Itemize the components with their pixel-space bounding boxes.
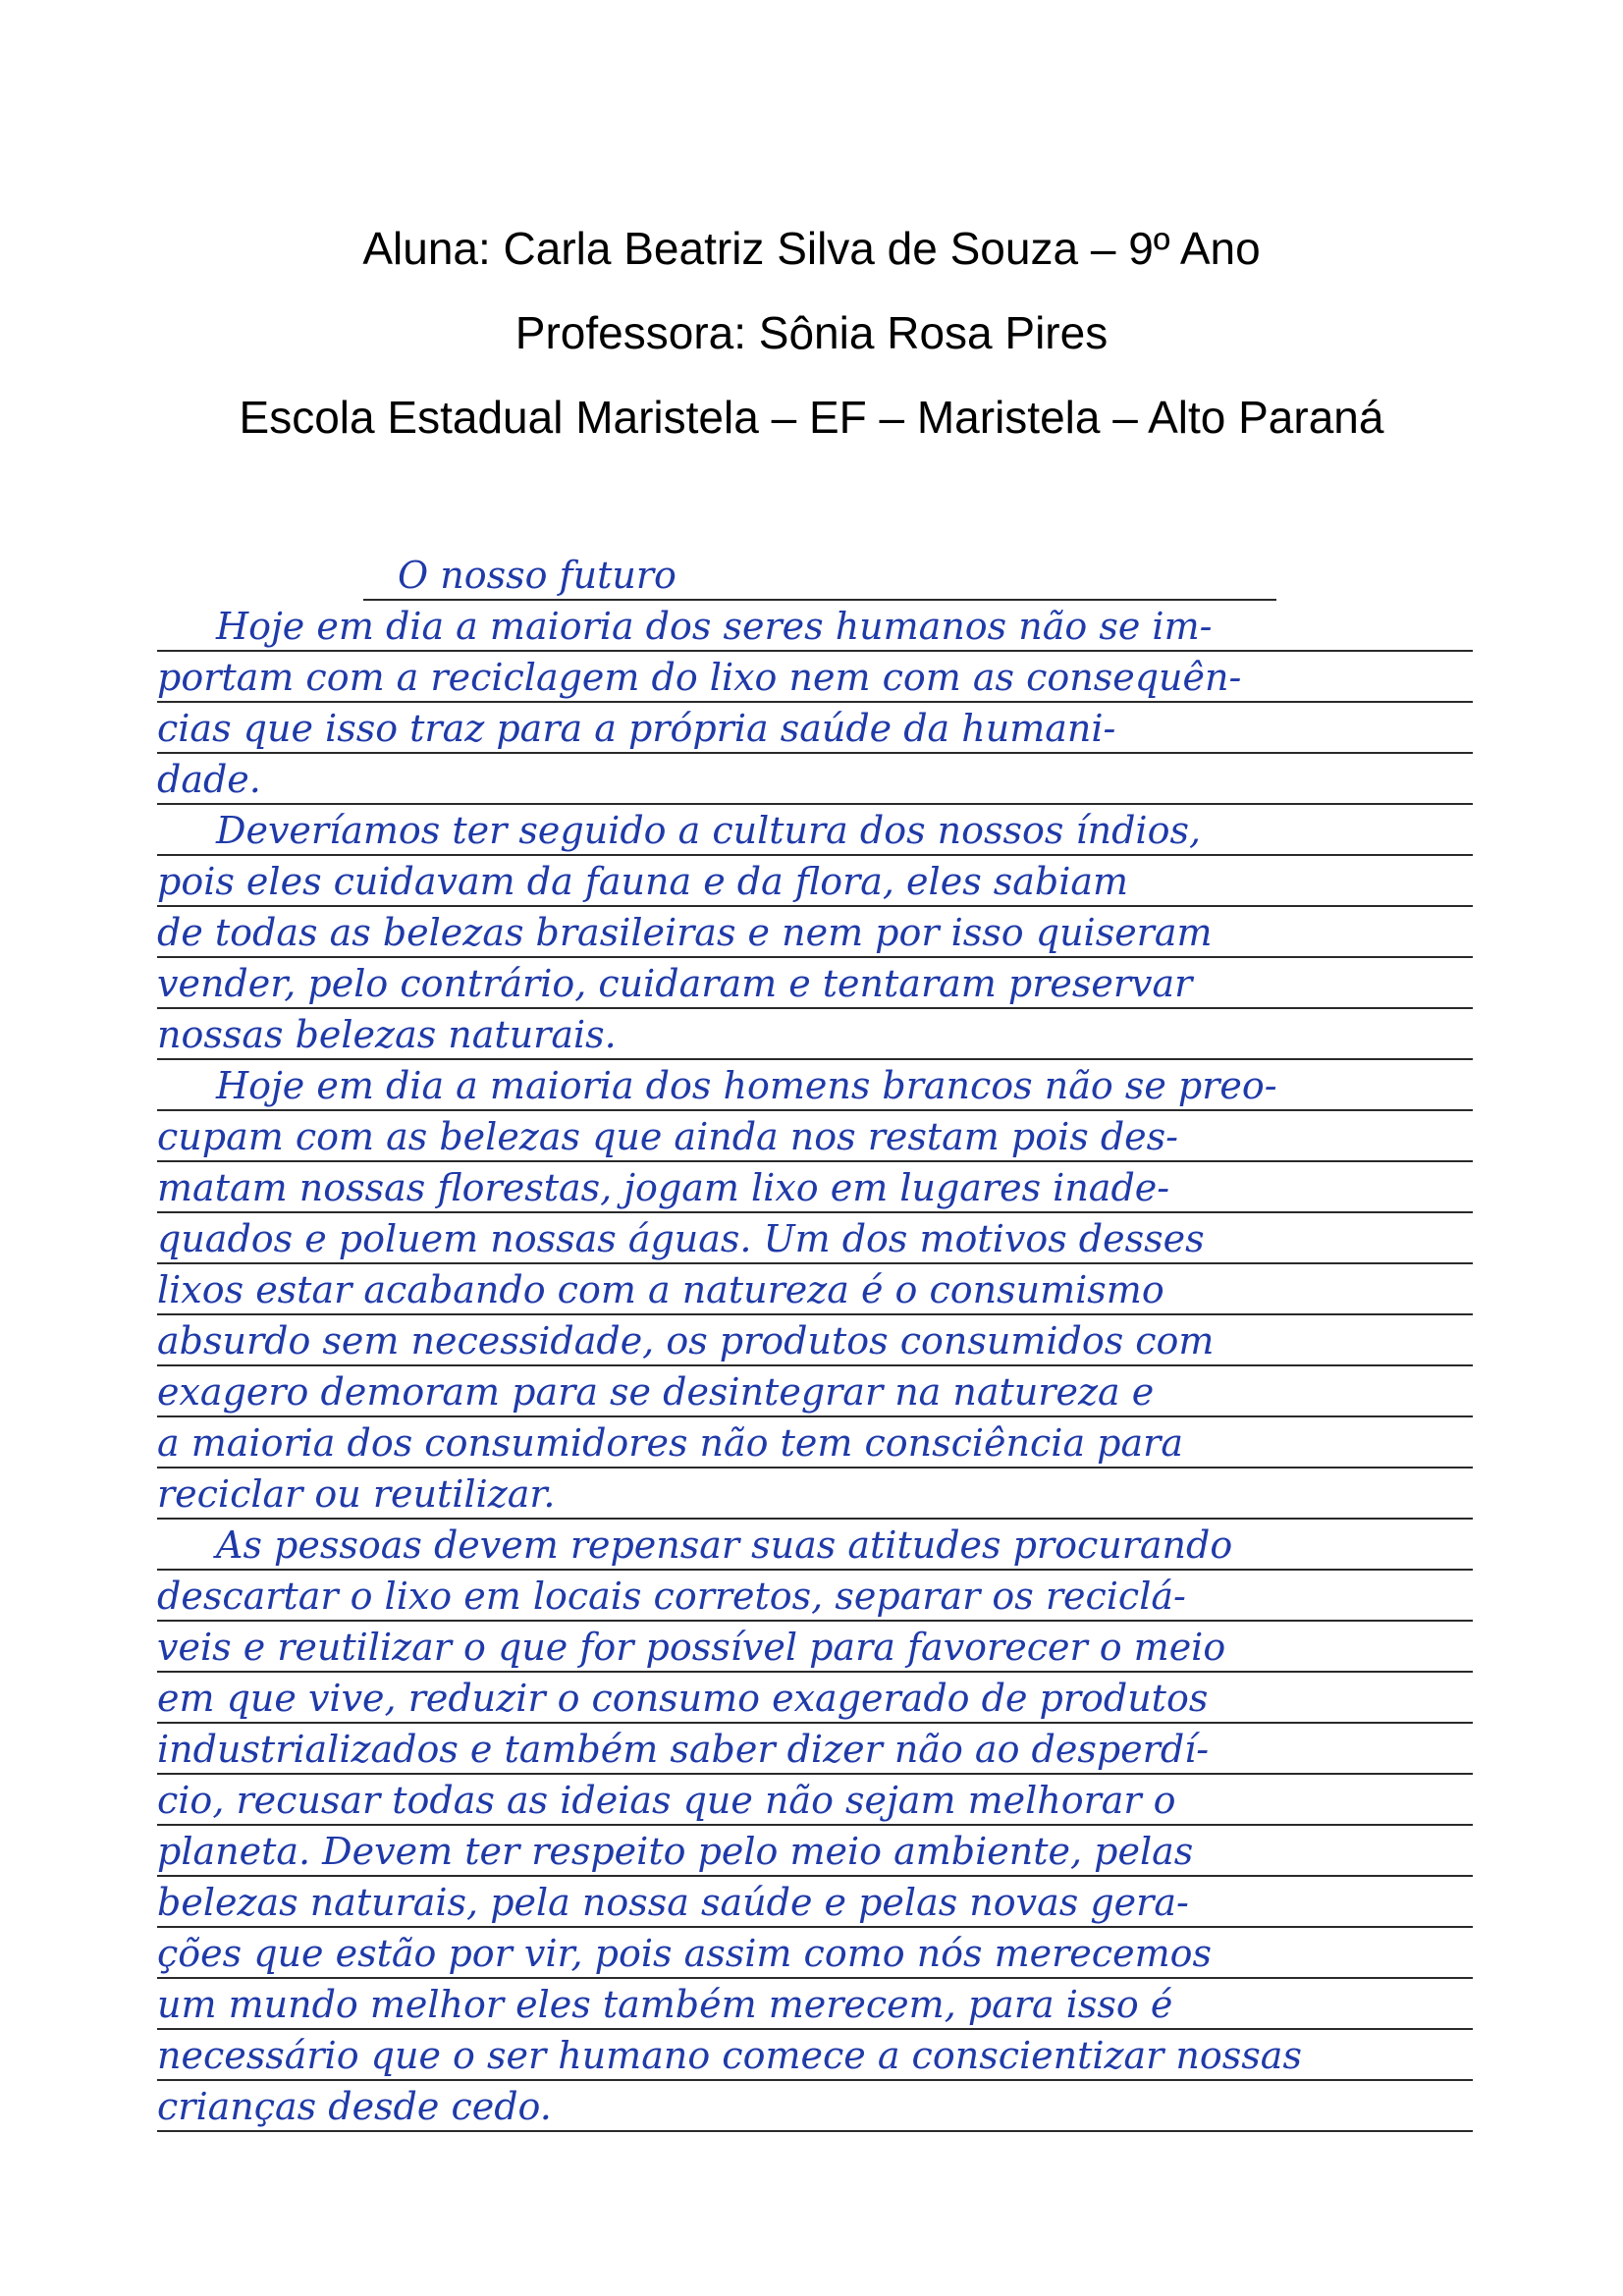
essay-line-text: Hoje em dia a maioria dos homens brancos não se preo- — [216, 1064, 1277, 1107]
essay-line-text: dade. — [157, 758, 261, 801]
essay-line-text: crianças desde cedo. — [157, 2085, 552, 2128]
essay-line-text: vender, pelo contrário, cuidaram e tentaram preservar — [157, 962, 1193, 1005]
essay-line — [157, 1264, 1473, 1315]
essay-line-text: industrializados e também saber dizer não ao desperdí- — [157, 1728, 1210, 1771]
essay-line — [157, 1213, 1473, 1264]
essay-line — [157, 1060, 1473, 1111]
document-header — [0, 206, 1623, 459]
essay-title-row — [157, 550, 1473, 601]
essay-line — [157, 1162, 1473, 1213]
essay-line-text: planeta. Devem ter respeito pelo meio ambiente, pelas — [157, 1830, 1194, 1873]
essay-line-text: de todas as belezas brasileiras e nem por isso quiseram — [157, 911, 1213, 954]
essay-line — [157, 1622, 1473, 1673]
essay-line-text: necessário que o ser humano comece a conscientizar nossas — [157, 2034, 1302, 2077]
essay-line-text: belezas naturais, pela nossa saúde e pelas novas gera- — [157, 1881, 1189, 1924]
essay-line-text: cias que isso traz para a própria saúde da humani- — [157, 707, 1116, 750]
essay-line-text: ções que estão por vir, pois assim como nós merecemos — [157, 1932, 1212, 1975]
essay-line — [157, 1877, 1473, 1928]
essay-line — [157, 1928, 1473, 1979]
essay-line-text: veis e reutilizar o que for possível para favorecer o meio — [157, 1626, 1226, 1669]
essay-line-text: pois eles cuidavam da fauna e da flora, eles sabiam — [157, 860, 1129, 903]
essay-line — [157, 1468, 1473, 1520]
essay-line — [157, 805, 1473, 856]
essay-line — [157, 1673, 1473, 1724]
essay-line-text: cupam com as belezas que ainda nos restam pois des- — [157, 1115, 1178, 1158]
essay-line — [157, 1417, 1473, 1468]
essay-line — [157, 1979, 1473, 2030]
essay-line — [157, 1315, 1473, 1366]
essay-line — [157, 1366, 1473, 1417]
essay-line-text: em que vive, reduzir o consumo exagerado de produtos — [157, 1677, 1209, 1720]
essay-line — [157, 2030, 1473, 2081]
essay-line-text: cio, recusar todas as ideias que não sejam melhorar o — [157, 1779, 1176, 1822]
essay-line — [157, 1775, 1473, 1826]
ruled-line — [157, 2130, 1473, 2132]
essay-line-text: quados e poluem nossas águas. Um dos motivos desses — [157, 1217, 1205, 1260]
essay-line — [157, 1520, 1473, 1571]
essay-line-text: Hoje em dia a maioria dos seres humanos não se im- — [216, 605, 1213, 648]
essay-line-text: nossas belezas naturais. — [157, 1013, 617, 1056]
school-name: Escola Estadual Maristela – EF – Maristela – Alto Paraná — [239, 392, 1384, 443]
essay-line-text: As pessoas devem repensar suas atitudes procurando — [216, 1523, 1233, 1567]
essay-line — [157, 652, 1473, 703]
essay-line-text: absurdo sem necessidade, os produtos consumidos com — [157, 1319, 1215, 1362]
essay-line-text: Deveríamos ter seguido a cultura dos nossos índios, — [216, 809, 1202, 852]
handwritten-essay — [157, 550, 1473, 2140]
essay-line — [157, 1826, 1473, 1877]
essay-line — [157, 1111, 1473, 1162]
essay-line-text: a maioria dos consumidores não tem consciência para — [157, 1421, 1183, 1465]
essay-line — [157, 907, 1473, 958]
essay-line — [157, 1009, 1473, 1060]
essay-line — [157, 703, 1473, 754]
essay-line — [157, 1724, 1473, 1775]
student-name: Aluna: Carla Beatriz Silva de Souza – 9º Ano — [362, 223, 1261, 274]
essay-line — [157, 601, 1473, 652]
teacher-name: Professora: Sônia Rosa Pires — [514, 307, 1109, 358]
essay-line-text: lixos estar acabando com a natureza é o consumismo — [157, 1268, 1164, 1311]
essay-line-text: um mundo melhor eles também merecem, para isso é — [157, 1983, 1173, 2026]
essay-line-text: descartar o lixo em locais corretos, separar os reciclá- — [157, 1575, 1186, 1618]
essay-line — [157, 958, 1473, 1009]
essay-line — [157, 1571, 1473, 1622]
essay-line-text: matam nossas florestas, jogam lixo em lugares inade- — [157, 1166, 1170, 1209]
essay-line-text: reciclar ou reutilizar. — [157, 1472, 556, 1516]
essay-line-text: portam com a reciclagem do lixo nem com as consequên- — [157, 656, 1242, 699]
essay-title: O nosso futuro — [398, 554, 676, 597]
essay-line — [157, 2081, 1473, 2132]
essay-line — [157, 856, 1473, 907]
essay-line — [157, 754, 1473, 805]
essay-line-text: exagero demoram para se desintegrar na natureza e — [157, 1370, 1155, 1414]
